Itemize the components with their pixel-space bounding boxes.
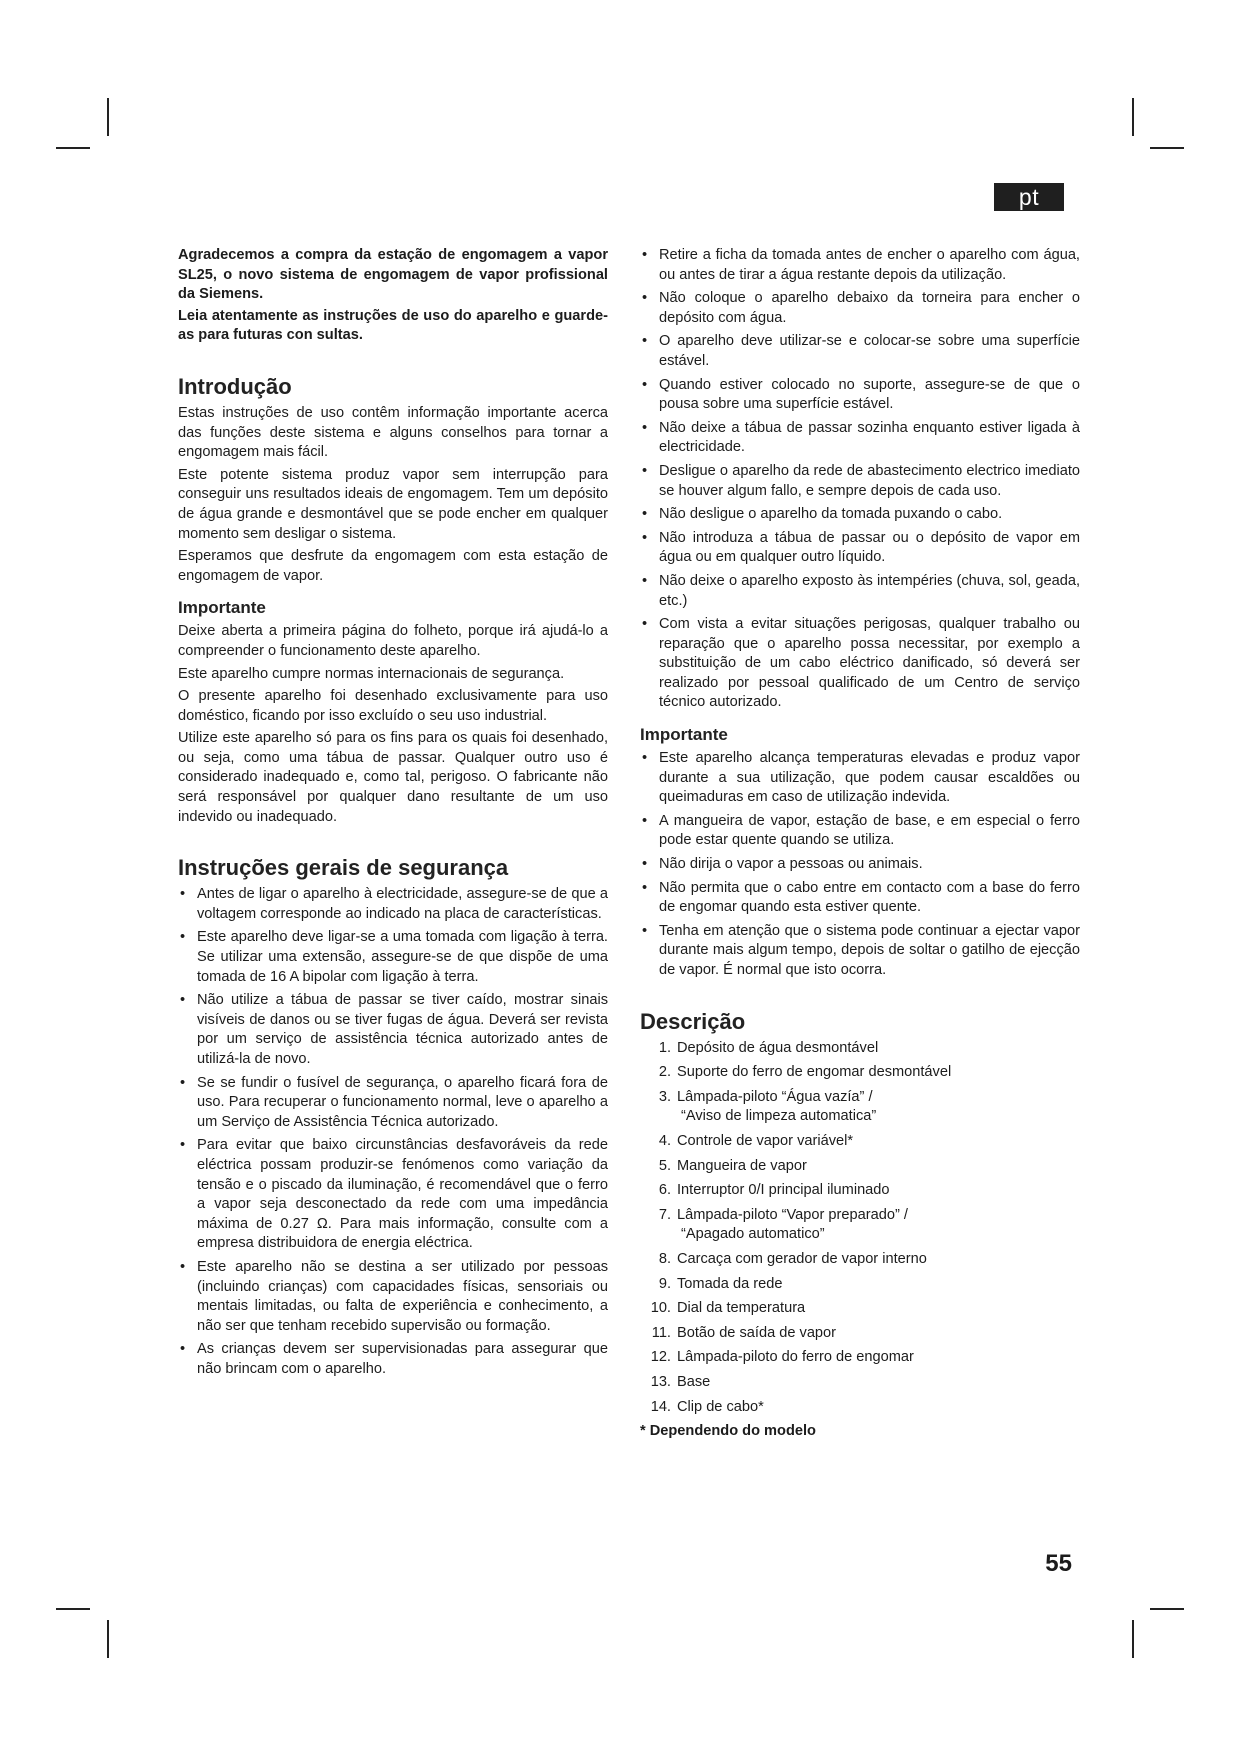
heading-importante: Importante [178,598,266,618]
heading-introducao: Introdução [178,373,292,399]
importante-paragraph: Utilize este aparelho só para os fins para os quais foi desenhado, ou seja, como uma tábua de passar. Qualquer outro uso é considerado inadequado e, como tal, perigoso. O fabricante não será responsável por qualquer dano resultante de um uso indevido ou inadequado. [178,730,608,825]
importante-bullet: • Tenha em atenção que o sistema pode continuar a ejectar vapor durante mais algum tempo, depois de soltar o gatilho de ejecção de vapor. É normal que isto ocorra. [640,922,1080,981]
safety-bullet: • Não introduza a tábua de passar ou o depósito de vapor em água ou em qualquer outro líquido. [640,529,1080,568]
safety-bullet: • Não deixe a tábua de passar sozinha enquanto estiver ligada à electricidade. [640,419,1080,458]
safety-bullet: • Se se fundir o fusível de segurança, o aparelho ficará fora de uso. Para recuperar o funcionamento normal, leve o aparelho a um Serviço de Assistência Técnica autorizado. [178,1074,608,1133]
left-column [178,246,608,1384]
importante-paragraph: Deixe aberta a primeira página do folheto, porque irá ajudá-lo a compreender o funcionamento deste aparelho. [178,623,608,659]
safety-list-continued [640,246,1080,713]
safety-bullet: • Não coloque o aparelho debaixo da torneira para encher o depósito com água. [640,289,1080,328]
safety-bullet: • Com vista a evitar situações perigosas, qualquer trabalho ou reparação que o aparelho possa necessitar, por exemplo a substituição de um cabo eléctrico danificado, só deverá ser realizado por pessoal qualificado de um Centro de serviço técnico autorizado. [640,615,1080,713]
safety-bullet: • O aparelho deve utilizar-se e colocar-se sobre uma superfície estável. [640,332,1080,371]
importante-bullet: • A mangueira de vapor, estação de base, e em especial o ferro pode estar quente quando se utiliza. [640,812,1080,851]
safety-list [178,885,608,1379]
safety-bullet: • Este aparelho deve ligar-se a uma tomada com ligação à terra. Se utilizar uma extensão, assegure-se de que dispõe de uma tomada de 16 A bipolar com ligação à terra. [178,928,608,987]
description-item: 5. Mangueira de vapor [658,1157,807,1174]
safety-bullet: • As crianças devem ser supervisionadas para assegurar que não brincam com o aparelho. [178,1340,608,1379]
crop-mark [107,98,109,136]
safety-bullet: • Retire a ficha da tomada antes de encher o aparelho com água, ou antes de tirar a água restante depois da utilização. [640,246,1080,285]
description-item: 3. Lâmpada-piloto “Água vazía” / “Aviso de limpeza automatica” [658,1088,877,1125]
safety-bullet: • Para evitar que baixo circunstâncias desfavoráveis da rede eléctrica possam produzir-se fenómenos como variação da tensão e o piscado da iluminação, é recomendável que o ferro a vapor seja desconectado da rede com uma impedância máxima de 0.27 Ω. Para mais informação, consulte com a empresa distribuidora de energia eléctrica. [178,1136,608,1254]
heading-importante-2: Importante [640,725,728,745]
right-column [640,246,1080,1445]
description-item: 9. Tomada da rede [658,1275,783,1292]
importante-list [640,749,1080,981]
safety-bullet: • Antes de ligar o aparelho à electricidade, assegure-se de que a voltagem corresponde ao indicado na placa de características. [178,885,608,924]
description-item: 1. Depósito de água desmontável [658,1039,879,1056]
importante-bullet: • Não dirija o vapor a pessoas ou animais. [640,855,1080,875]
heading-descricao: Descrição [640,1008,746,1034]
crop-mark [1150,1608,1184,1610]
description-item: 11. Botão de saída de vapor [651,1324,837,1341]
description-item: 8. Carcaça com gerador de vapor interno [658,1250,927,1267]
description-item: 12. Lâmpada-piloto do ferro de engomar [650,1349,914,1366]
importante-bullet: • Este aparelho alcança temperaturas elevadas e produz vapor durante a sua utilização, que podem causar escaldões ou queimaduras em caso de utilização indevida. [640,749,1080,808]
crop-mark [56,1608,90,1610]
introducao-paragraph: Este potente sistema produz vapor sem interrupção para conseguir uns resultados ideais de engomagem. Tem um depósito de água grande e desmontável que se pode encher em qualquer momento sem desligar o sistema. [178,466,608,542]
crop-mark [56,147,90,149]
model-footnote: * Dependendo do modelo [640,1423,816,1440]
importante-paragraph: O presente aparelho foi desenhado exclusivamente para uso doméstico, ficando por isso excluído o seu uso industrial. [178,688,608,724]
page-number: 55 [1045,1550,1072,1577]
language-badge: pt [994,183,1064,211]
description-item: 7. Lâmpada-piloto “Vapor preparado” / “Apagado automatico” [658,1206,908,1243]
safety-bullet: • Não desligue o aparelho da tomada puxando o cabo. [640,505,1080,525]
safety-bullet: • Não utilize a tábua de passar se tiver caído, mostrar sinais visíveis de danos ou se tiver fugas de água. Deverá ser revista por um serviço de assistência técnica autorizado antes de utilizá-la de novo. [178,991,608,1069]
importante-bullet: • Não permita que o cabo entre em contacto com a base do ferro de engomar quando esta estiver quente. [640,879,1080,918]
description-item: 10. Dial da temperatura [650,1300,806,1317]
importante-paragraph: Este aparelho cumpre normas internacionais de segurança. [178,665,565,682]
safety-bullet: • Este aparelho não se destina a ser utilizado por pessoas (incluindo crianças) com capacidades físicas, sensoriais ou mentais limitadas, ou falta de experiência e conhecimento, a não ser que tenham recebido supervisão ou formação. [178,1258,608,1336]
description-item: 13. Base [650,1373,711,1390]
crop-mark [107,1620,109,1658]
safety-bullet: • Não deixe o aparelho exposto às intempéries (chuva, sol, geada, etc.) [640,572,1080,611]
description-item: 14. Clip de cabo* [650,1398,764,1415]
introducao-paragraph: Estas instruções de uso contêm informação importante acerca das funções deste sistema e alguns conselhos para tornar a engomagem mais fácil. [178,404,608,461]
description-item: 6. Interruptor 0/I principal iluminado [658,1182,890,1199]
safety-bullet: • Quando estiver colocado no suporte, assegure-se de que o pousa sobre uma superfície estável. [640,376,1080,415]
heading-seguranca: Instruções gerais de segurança [178,855,509,881]
introducao-paragraph: Esperamos que desfrute da engomagem com esta estação de engomagem de vapor. [178,548,608,584]
description-item: 2. Suporte do ferro de engomar desmontável [658,1064,952,1081]
crop-mark [1132,1620,1134,1658]
safety-bullet: • Desligue o aparelho da rede de abastecimento electrico imediato se houver algum fallo, e sempre depois de cada uso. [640,462,1080,501]
crop-mark [1150,147,1184,149]
intro-read-instructions: Leia atentamente as instruções de uso do aparelho e guarde-as para futuras con sultas. [178,307,608,344]
intro-thanks: Agradecemos a compra da estação de engomagem a vapor SL25, o novo sistema de engomagem de vapor profissional da Siemens. [178,247,608,303]
description-list [640,1039,1080,1418]
crop-mark [1132,98,1134,136]
description-item: 4. Controle de vapor variável* [658,1132,854,1149]
